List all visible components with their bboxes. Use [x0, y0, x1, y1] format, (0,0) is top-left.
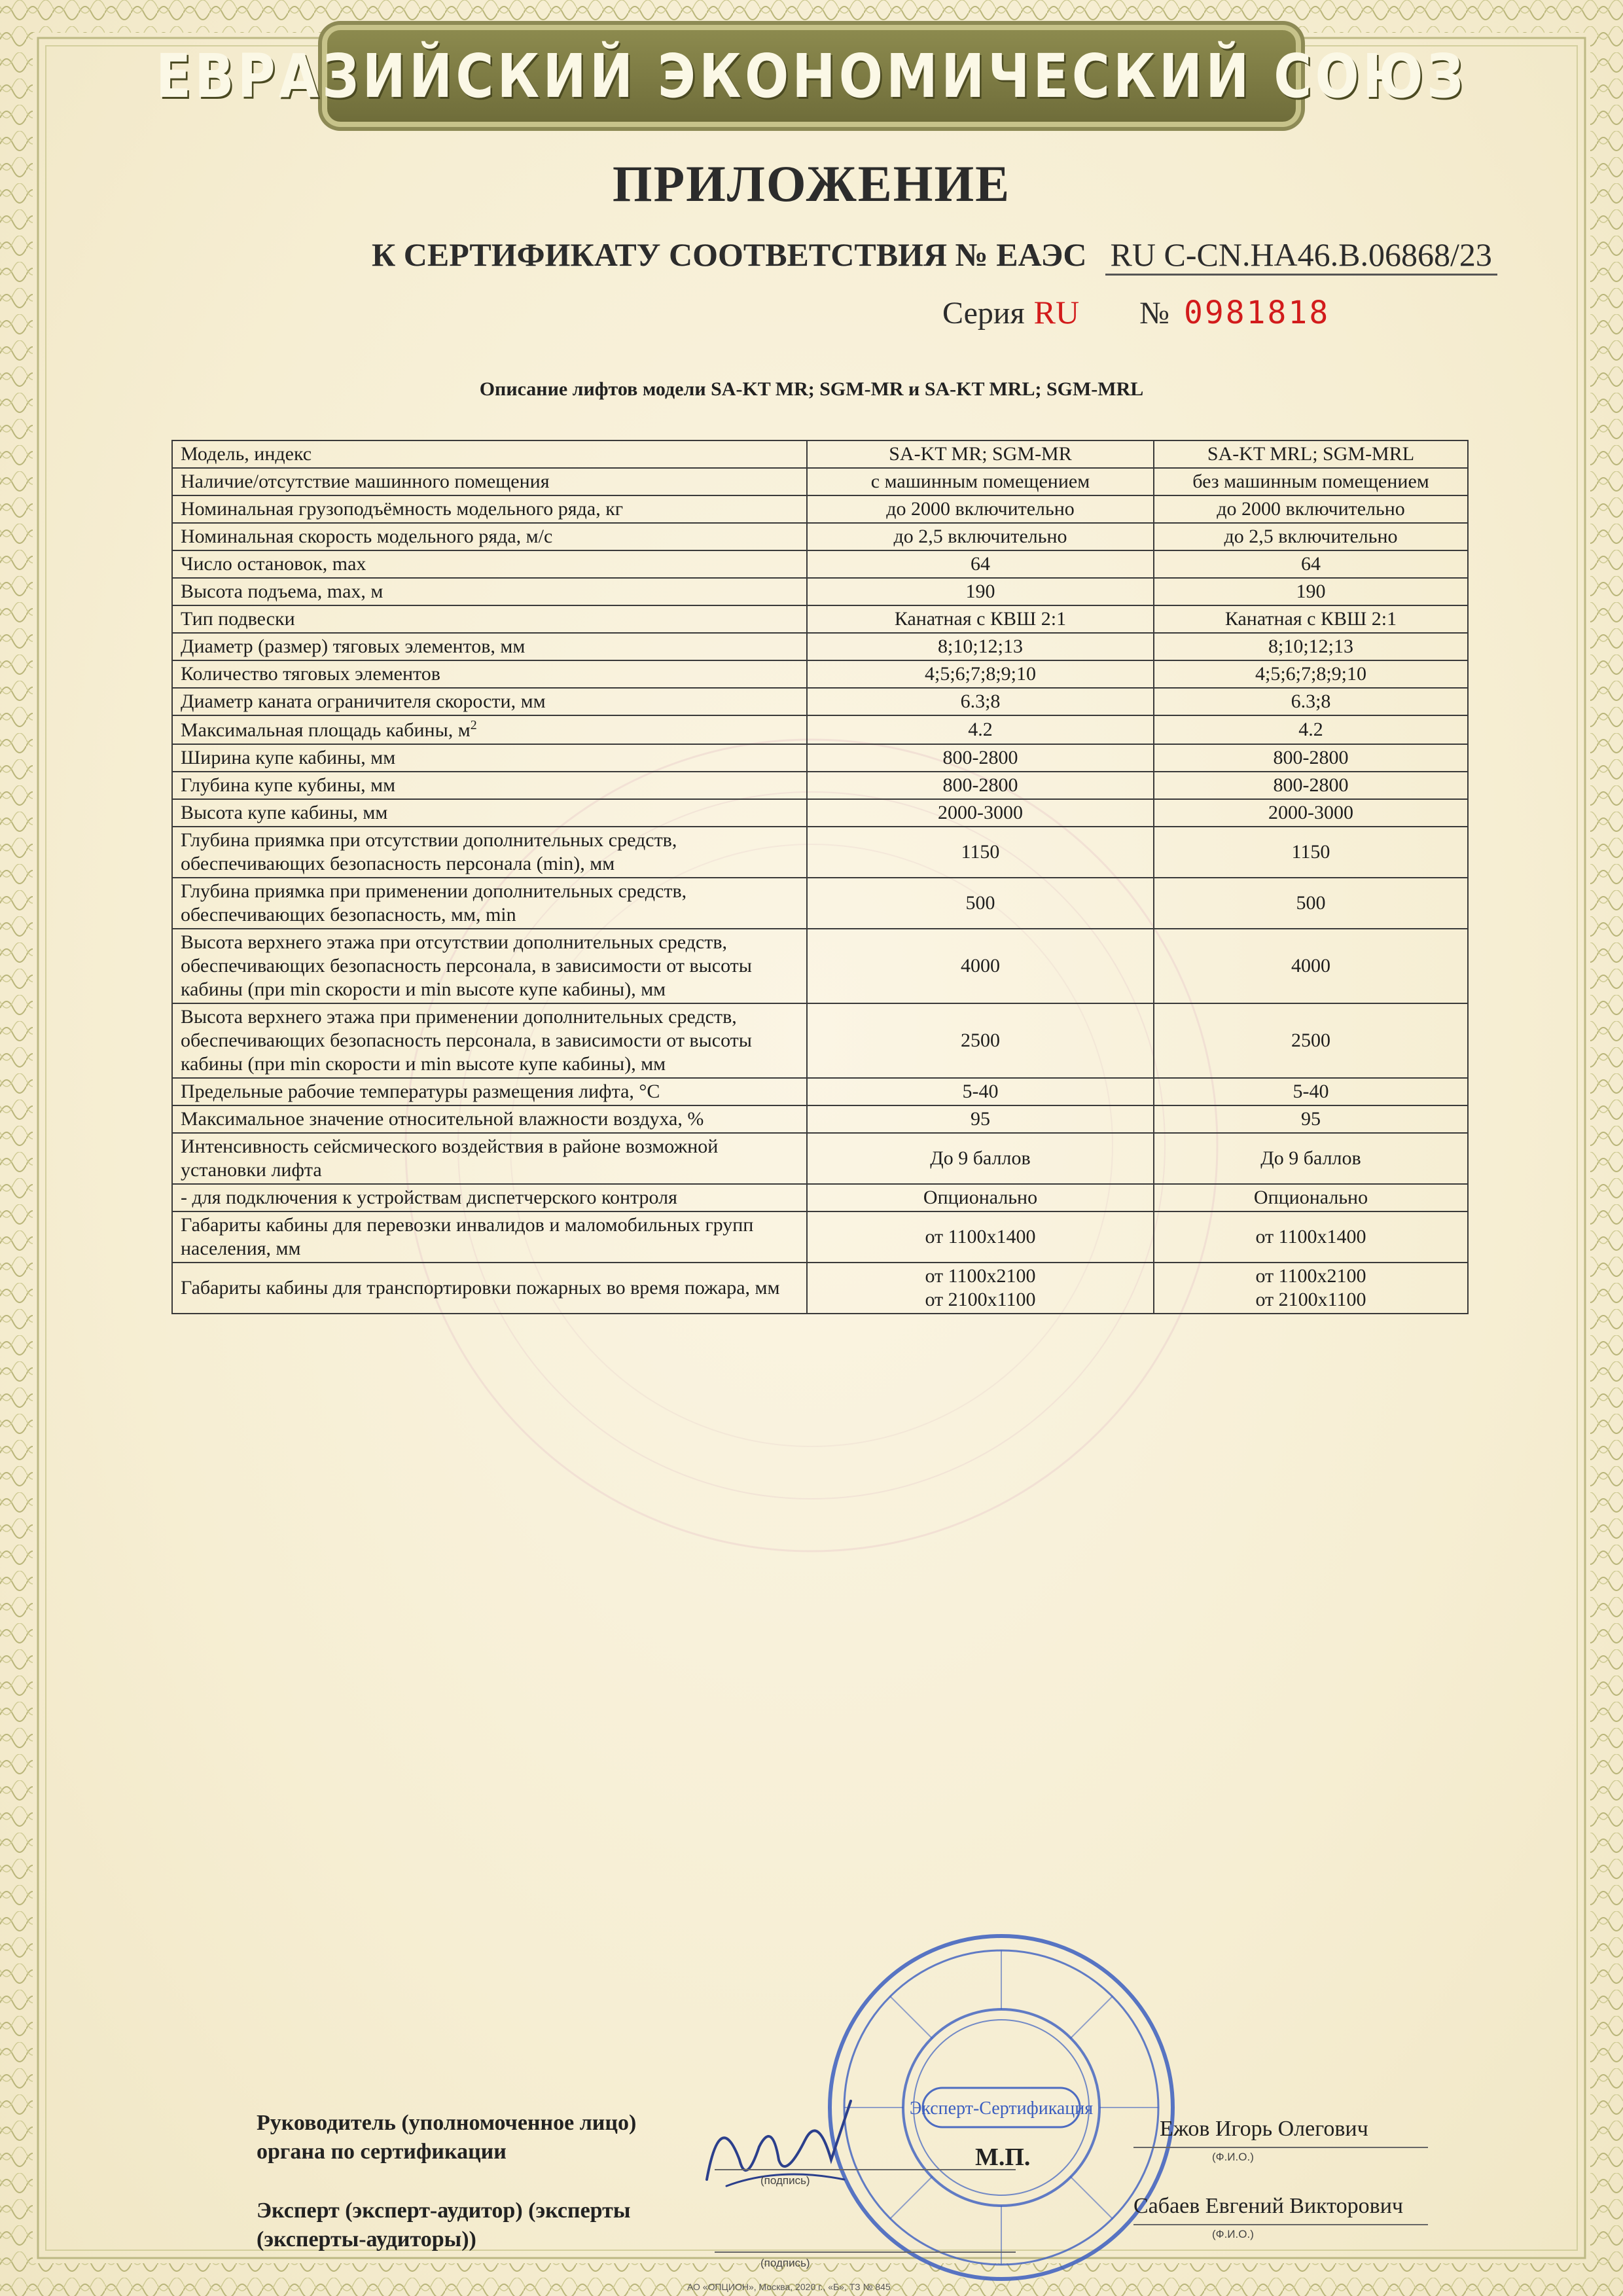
param-cell [172, 1184, 807, 1211]
certificate-number: RU C-CN.HA46.B.06868/23 [1105, 236, 1497, 276]
param-cell [172, 523, 807, 550]
value-cell: от 1100x2100 от 2100x1100 [807, 1263, 1154, 1314]
param-text: Габариты кабины для транспортировки пожарных во время пожара, мм [181, 1277, 780, 1299]
param-cell [172, 633, 807, 660]
head-name: Ежов Игорь Олегович [1160, 2117, 1368, 2141]
table-row [172, 1263, 1468, 1314]
series-code: RU [1033, 294, 1080, 331]
expert-signature-line [715, 2251, 1016, 2253]
param-cell [172, 660, 807, 688]
param-cell [172, 827, 807, 878]
param-cell [172, 605, 807, 633]
param-cell [172, 688, 807, 715]
param-cell [172, 772, 807, 799]
table-row [172, 1078, 1468, 1105]
head-signature-caption: (подпись) [760, 2174, 810, 2187]
param-text: Габариты кабины для перевозки инвалидов и маломобильных групп населения, мм [181, 1214, 754, 1259]
param-cell [172, 1133, 807, 1184]
value-cell: 190 [807, 578, 1154, 605]
param-text: Высота верхнего этажа при применении дополнительных средств, обеспечивающих безопасность персонала, в зависимости от высоты кабины (при min скорости и min высоте купе кабины), мм [181, 1006, 752, 1075]
value-cell: 500 [807, 878, 1154, 929]
header-banner [156, 30, 1467, 122]
serial-number: 0981818 [1183, 295, 1330, 331]
param-text: Предельные рабочие температуры размещения лифта, °С [181, 1081, 660, 1102]
table-description: Описание лифтов модели SA-KT MR; SGM-MR и SA-KT MRL; SGM-MRL [479, 378, 1144, 400]
table-row [172, 1003, 1468, 1078]
table-row [172, 523, 1468, 550]
value-cell: с машинным помещением [807, 468, 1154, 495]
value-cell: 5-40 [1154, 1078, 1468, 1105]
param-text: Глубина приямка при применении дополнительных средств, обеспечивающих безопасность, мм, min [181, 880, 687, 925]
value-cell: 1150 [807, 827, 1154, 878]
param-text: Максимальное значение относительной влажности воздуха, % [181, 1108, 704, 1130]
value-cell: от 1100x2100 от 2100x1100 [1154, 1263, 1468, 1314]
spec-table [171, 440, 1469, 1314]
value-cell: 4;5;6;7;8;9;10 [807, 660, 1154, 688]
value-cell: 64 [1154, 550, 1468, 578]
table-row [172, 744, 1468, 772]
value-cell: 95 [1154, 1105, 1468, 1133]
table-row [172, 495, 1468, 523]
table-row [172, 1133, 1468, 1184]
param-cell [172, 715, 807, 744]
param-cell [172, 578, 807, 605]
printer-footer: АО «ОПЦИОН», Москва, 2020 г., «Б», ТЗ № 845 [687, 2282, 891, 2292]
param-cell [172, 929, 807, 1003]
param-cell [172, 550, 807, 578]
param-text: Число остановок, max [181, 553, 366, 575]
table-row [172, 715, 1468, 744]
value-cell: до 2000 включительно [1154, 495, 1468, 523]
value-cell: 6.3;8 [807, 688, 1154, 715]
value-cell: 4000 [1154, 929, 1468, 1003]
param-cell [172, 1211, 807, 1263]
expert-label: Эксперт (эксперт-аудитор) (эксперты (эксперты-аудиторы)) [257, 2198, 631, 2251]
value-cell: 500 [1154, 878, 1468, 929]
banner-text: ЕВРАЗИЙСКИЙ ЭКОНОМИЧЕСКИЙ СОЮЗ [156, 41, 1467, 111]
value-cell: 4000 [807, 929, 1154, 1003]
param-text: - для подключения к устройствам диспетчерского контроля [181, 1187, 677, 1208]
head-signature-line [715, 2169, 1016, 2170]
certificate-subtitle-row [372, 236, 1497, 288]
param-text: Глубина приямка при отсутствии дополнительных средств, обеспечивающих безопасность персонала (min), мм [181, 829, 677, 874]
table-row [172, 827, 1468, 878]
value-cell: 2500 [1154, 1003, 1468, 1078]
param-cell [172, 1105, 807, 1133]
table-row [172, 660, 1468, 688]
value-cell: До 9 баллов [807, 1133, 1154, 1184]
value-cell: 2000-3000 [807, 799, 1154, 827]
value-cell: 800-2800 [1154, 772, 1468, 799]
mp-label: М.П. [975, 2144, 1031, 2171]
value-cell: 800-2800 [807, 772, 1154, 799]
value-cell: 4.2 [1154, 715, 1468, 744]
table-row [172, 578, 1468, 605]
value-cell: 4;5;6;7;8;9;10 [1154, 660, 1468, 688]
value-cell: 6.3;8 [1154, 688, 1468, 715]
value-cell: 2000-3000 [1154, 799, 1468, 827]
page-title: ПРИЛОЖЕНИЕ [612, 155, 1011, 212]
table-row [172, 468, 1468, 495]
table-row [172, 772, 1468, 799]
value-cell: 64 [807, 550, 1154, 578]
table-row [172, 550, 1468, 578]
param-text: Наличие/отсутствие машинного помещения [181, 471, 550, 492]
expert-name: Сабаев Евгений Викторович [1133, 2194, 1404, 2218]
value-cell: 95 [807, 1105, 1154, 1133]
param-cell [172, 1078, 807, 1105]
param-text: Высота подъема, max, м [181, 581, 383, 602]
value-cell: Опционально [807, 1184, 1154, 1211]
value-cell: 1150 [1154, 827, 1468, 878]
number-label: № [1139, 296, 1169, 331]
table-row [172, 929, 1468, 1003]
param-text: Модель, индекс [181, 443, 312, 465]
expert-signature-caption: (подпись) [760, 2257, 810, 2269]
param-text: Глубина купе кубины, мм [181, 774, 396, 796]
series-row [942, 293, 1330, 331]
value-cell: 800-2800 [807, 744, 1154, 772]
value-cell: от 1100x1400 [1154, 1211, 1468, 1263]
param-text: Высота купе кабины, мм [181, 802, 388, 823]
head-name-line [1133, 2147, 1428, 2148]
head-fio-caption: (Ф.И.О.) [1212, 2151, 1254, 2163]
param-cell [172, 468, 807, 495]
value-cell: SA-KT MR; SGM-MR [807, 440, 1154, 468]
param-text: Количество тяговых элементов [181, 663, 440, 685]
param-text: Номинальная скорость модельного ряда, м/с [181, 526, 553, 547]
param-text: Ширина купе кабины, мм [181, 747, 396, 768]
param-cell [172, 1003, 807, 1078]
expert-fio-caption: (Ф.И.О.) [1212, 2228, 1254, 2240]
value-cell: Канатная с КВШ 2:1 [1154, 605, 1468, 633]
expert-name-line [1133, 2224, 1428, 2225]
value-cell: Опционально [1154, 1184, 1468, 1211]
value-cell: 8;10;12;13 [807, 633, 1154, 660]
table-row [172, 1105, 1468, 1133]
value-cell: 4.2 [807, 715, 1154, 744]
value-cell: До 9 баллов [1154, 1133, 1468, 1184]
stamp-label: Эксперт-Сертификация [909, 2098, 1094, 2119]
param-text: Номинальная грузоподъёмность модельного ряда, кг [181, 498, 624, 520]
value-cell: от 1100x1400 [807, 1211, 1154, 1263]
value-cell: 190 [1154, 578, 1468, 605]
head-label: Руководитель (уполномоченное лицо) органа по сертификации [257, 2111, 637, 2164]
value-cell: 8;10;12;13 [1154, 633, 1468, 660]
param-text: Тип подвески [181, 608, 295, 630]
param-text: Диаметр каната ограничителя скорости, мм [181, 691, 546, 712]
table-row [172, 633, 1468, 660]
param-text: Диаметр (размер) тяговых элементов, мм [181, 636, 526, 657]
certificate-subtitle: К СЕРТИФИКАТУ СООТВЕТСТВИЯ № ЕАЭС [372, 236, 1087, 273]
value-cell: 800-2800 [1154, 744, 1468, 772]
table-row [172, 1184, 1468, 1211]
param-cell [172, 744, 807, 772]
value-cell: 2500 [807, 1003, 1154, 1078]
spec-table-body [172, 440, 1468, 1314]
series-label: Серия [942, 296, 1025, 331]
table-row [172, 1211, 1468, 1263]
value-cell: без машинным помещением [1154, 468, 1468, 495]
value-cell: до 2000 включительно [807, 495, 1154, 523]
param-cell [172, 495, 807, 523]
param-text: Максимальная площадь кабины, м [181, 719, 471, 741]
value-cell: Канатная с КВШ 2:1 [807, 605, 1154, 633]
table-row [172, 799, 1468, 827]
table-row [172, 605, 1468, 633]
param-cell [172, 878, 807, 929]
param-text: Высота верхнего этажа при отсутствии дополнительных средств, обеспечивающих безопасность персонала, в зависимости от высоты кабины (при min скорости и min высоте купе кабины), мм [181, 931, 752, 1000]
value-cell: 5-40 [807, 1078, 1154, 1105]
param-superscript: 2 [470, 718, 477, 732]
param-cell [172, 1263, 807, 1314]
value-cell: до 2,5 включительно [807, 523, 1154, 550]
param-text: Интенсивность сейсмического воздействия в районе возможной установки лифта [181, 1136, 719, 1181]
param-cell [172, 440, 807, 468]
table-row [172, 440, 1468, 468]
table-row [172, 688, 1468, 715]
signatures-block [257, 2109, 1500, 2279]
table-row [172, 878, 1468, 929]
value-cell: SA-KT MRL; SGM-MRL [1154, 440, 1468, 468]
value-cell: до 2,5 включительно [1154, 523, 1468, 550]
param-cell [172, 799, 807, 827]
